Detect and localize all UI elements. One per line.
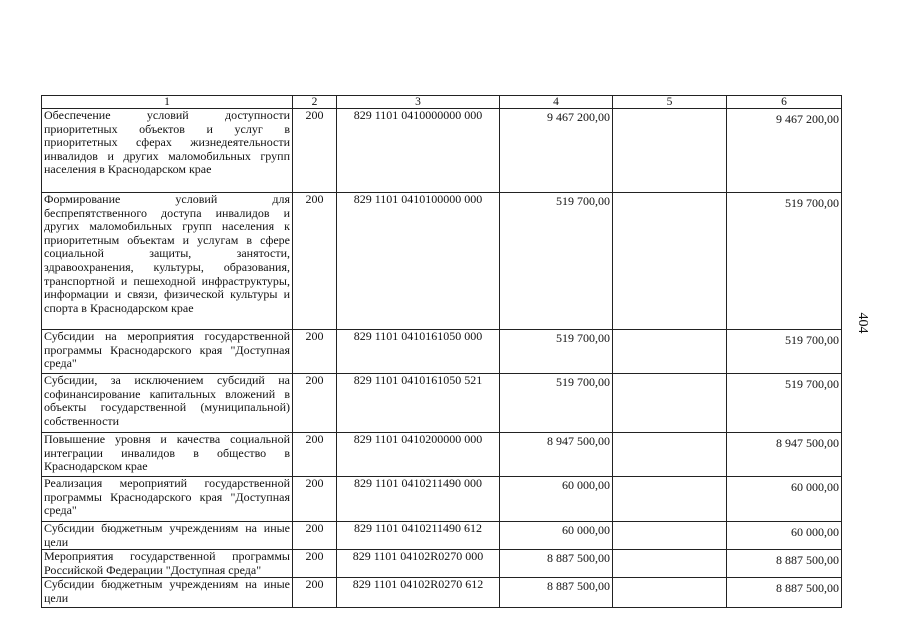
row-code-cell: 829 1101 04102R0270 612 (337, 578, 500, 608)
page-number: 404 (855, 312, 870, 334)
row-col2-cell: 200 (293, 578, 337, 608)
row-name-cell: Формирование условий для беспрепятственного доступа инвалидов и других маломобильных групп населения к приоритетным объектам и услугам в сфере социальной защиты, занятости, здравоохранения, культуры, образования, транспортной и пешеходной инфраструктуры, информации и связи, физической культуры и спорта в Краснодарском крае (42, 193, 293, 330)
table-row (42, 330, 842, 374)
row-code-cell: 829 1101 0410211490 612 (337, 522, 500, 550)
row-name-cell: Повышение уровня и качества социальной интеграции инвалидов в общество в Краснодарском крае (42, 433, 293, 477)
row-col5-cell (613, 550, 727, 578)
row-code-cell: 829 1101 0410000000 000 (337, 109, 500, 193)
header-col-5: 5 (613, 96, 727, 109)
row-col2-cell: 200 (293, 109, 337, 193)
row-col5-cell (613, 433, 727, 477)
row-amount-cell: 8 887 500,00 (500, 578, 613, 608)
row-total-cell: 60 000,00 (727, 477, 842, 522)
header-col-2: 2 (293, 96, 337, 109)
row-total-cell: 519 700,00 (727, 330, 842, 374)
row-code-cell: 829 1101 04102R0270 000 (337, 550, 500, 578)
row-total-cell: 8 887 500,00 (727, 578, 842, 608)
row-col2-cell: 200 (293, 477, 337, 522)
row-col5-cell (613, 477, 727, 522)
row-col5-cell (613, 193, 727, 330)
row-code-cell: 829 1101 0410200000 000 (337, 433, 500, 477)
row-name-cell: Обеспечение условий доступности приоритетных объектов и услуг в приоритетных сферах жизнедеятельности инвалидов и других маломобильных групп населения в Краснодарском крае (42, 109, 293, 193)
row-col5-cell (613, 109, 727, 193)
row-amount-cell: 8 947 500,00 (500, 433, 613, 477)
row-total-cell: 8 947 500,00 (727, 433, 842, 477)
row-name-cell: Субсидии бюджетным учреждениям на иные цели (42, 522, 293, 550)
table-row (42, 578, 842, 608)
row-col5-cell (613, 522, 727, 550)
header-row (42, 96, 842, 109)
table-row (42, 477, 842, 522)
table-row (42, 109, 842, 193)
row-total-cell: 8 887 500,00 (727, 550, 842, 578)
row-code-cell: 829 1101 0410211490 000 (337, 477, 500, 522)
row-total-cell: 519 700,00 (727, 374, 842, 433)
row-col2-cell: 200 (293, 374, 337, 433)
row-col2-cell: 200 (293, 522, 337, 550)
row-amount-cell: 519 700,00 (500, 193, 613, 330)
row-code-cell: 829 1101 0410100000 000 (337, 193, 500, 330)
row-col5-cell (613, 374, 727, 433)
row-amount-cell: 519 700,00 (500, 330, 613, 374)
row-code-cell: 829 1101 0410161050 000 (337, 330, 500, 374)
row-name-cell: Субсидии, за исключением субсидий на софинансирование капитальных вложений в объекты государственной (муниципальной) собственности (42, 374, 293, 433)
row-name-cell: Мероприятия государственной программы Российской Федерации "Доступная среда" (42, 550, 293, 578)
table-row (42, 550, 842, 578)
row-col5-cell (613, 330, 727, 374)
row-col2-cell: 200 (293, 193, 337, 330)
row-col2-cell: 200 (293, 550, 337, 578)
row-col2-cell: 200 (293, 330, 337, 374)
row-total-cell: 60 000,00 (727, 522, 842, 550)
table-row (42, 193, 842, 330)
header-col-3: 3 (337, 96, 500, 109)
row-total-cell: 9 467 200,00 (727, 109, 842, 193)
header-col-6: 6 (727, 96, 842, 109)
header-col-4: 4 (500, 96, 613, 109)
row-code-cell: 829 1101 0410161050 521 (337, 374, 500, 433)
row-col2-cell: 200 (293, 433, 337, 477)
table-row (42, 374, 842, 433)
table-row (42, 522, 842, 550)
row-amount-cell: 519 700,00 (500, 374, 613, 433)
row-amount-cell: 9 467 200,00 (500, 109, 613, 193)
row-name-cell: Реализация мероприятий государственной программы Краснодарского края "Доступная среда" (42, 477, 293, 522)
row-amount-cell: 60 000,00 (500, 477, 613, 522)
row-amount-cell: 8 887 500,00 (500, 550, 613, 578)
row-name-cell: Субсидии бюджетным учреждениям на иные цели (42, 578, 293, 608)
table-row (42, 433, 842, 477)
row-total-cell: 519 700,00 (727, 193, 842, 330)
row-name-cell: Субсидии на мероприятия государственной программы Краснодарского края "Доступная среда" (42, 330, 293, 374)
budget-table (41, 95, 842, 608)
header-col-1: 1 (42, 96, 293, 109)
row-col5-cell (613, 578, 727, 608)
row-amount-cell: 60 000,00 (500, 522, 613, 550)
